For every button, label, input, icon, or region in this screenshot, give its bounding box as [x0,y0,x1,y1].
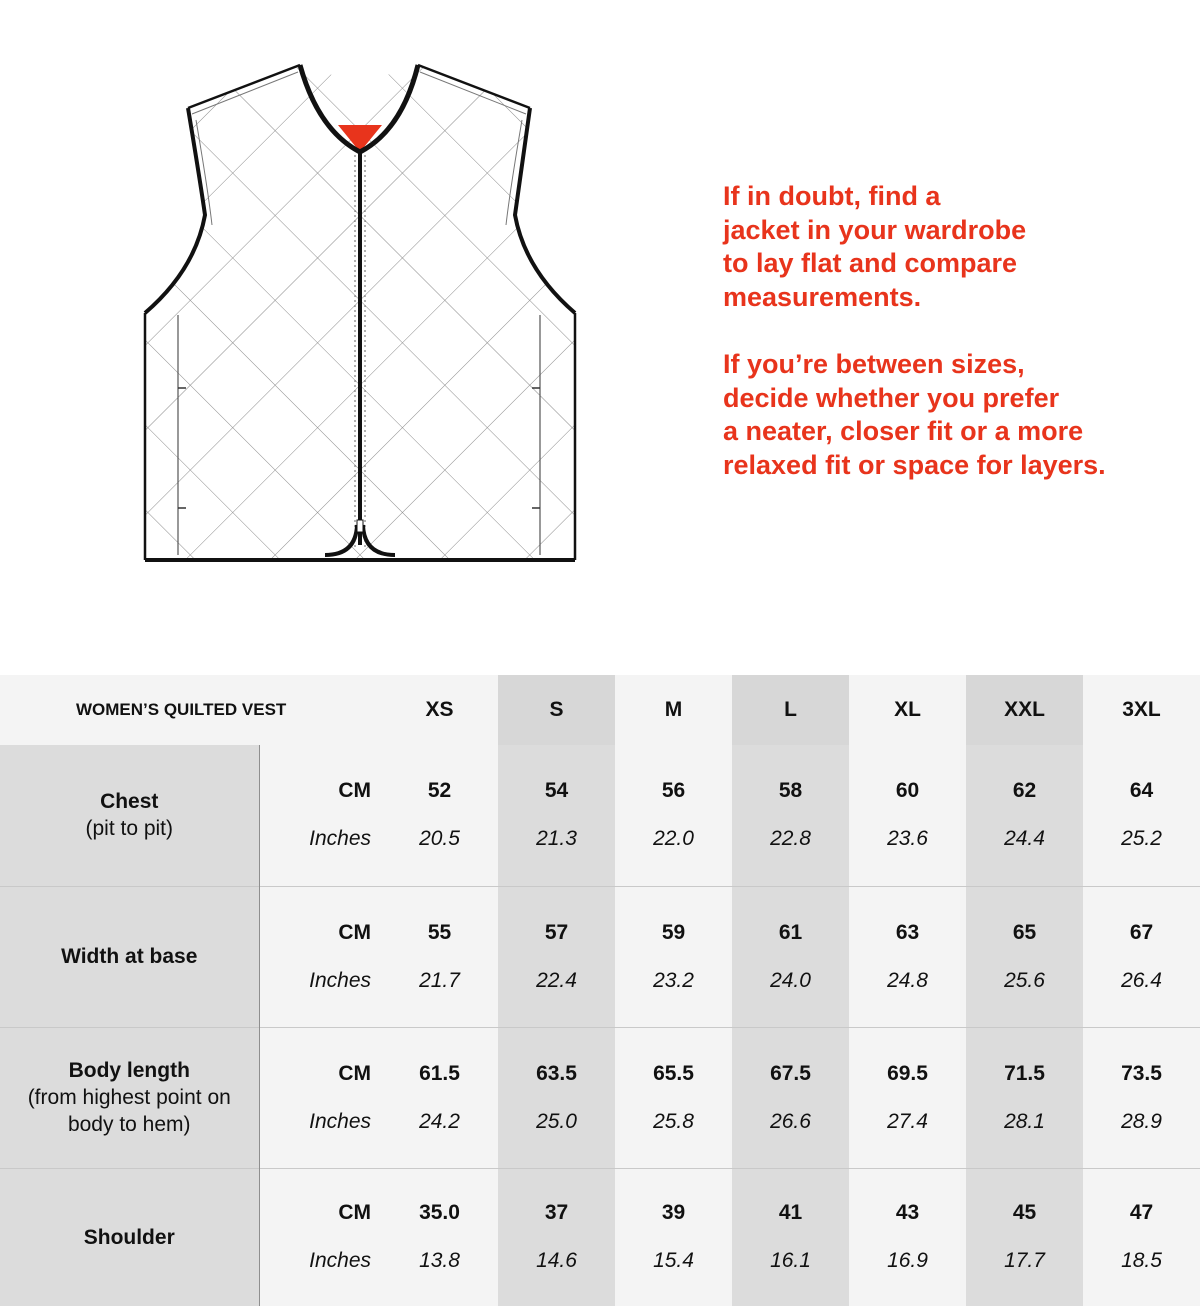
value-cm: 57 [544,920,569,944]
size-value-cell [615,1027,732,1168]
measurement-row-width-at-base [0,886,1200,1027]
size-value-cell [732,1168,849,1306]
size-header-l: L [732,675,849,745]
measurement-row-body-length [0,1027,1200,1168]
value-inches: 21.7 [419,968,460,992]
value-cm: 54 [544,779,569,803]
value-cm: 71.5 [1004,1061,1045,1085]
size-header-s: S [498,675,615,745]
measurement-row-chest [0,745,1200,886]
size-value-cell [1083,745,1200,886]
value-inches: 24.4 [1004,827,1045,851]
value-inches: 23.6 [887,827,928,851]
size-value-cell [615,1168,732,1306]
value-cm: 67.5 [770,1061,811,1085]
value-cm: 35.0 [419,1201,460,1225]
value-inches: 16.1 [770,1249,811,1273]
size-header-xxl: XXL [966,675,1083,745]
size-value-cell [1083,886,1200,1027]
value-inches: 25.6 [1004,968,1045,992]
size-value-cell [849,886,966,1027]
value-cm: 65 [1012,920,1037,944]
measurement-description: (from highest point on body to hem) [27,1086,231,1136]
value-cm: 63 [895,920,920,944]
unit-cm-label: CM [338,1061,371,1085]
unit-cm-label: CM [338,1201,371,1225]
size-value-cell [381,1168,498,1306]
value-inches: 26.6 [770,1109,811,1133]
size-value-cell [966,1168,1083,1306]
measurement-name: Chest [100,790,159,814]
value-cm: 61.5 [419,1061,460,1085]
value-cm: 45 [1012,1201,1037,1225]
unit-inches-label: Inches [309,1249,371,1273]
advice-paragraph-1: If in doubt, find a jacket in your wardrobe to lay flat and compare measurements. [723,181,1027,312]
value-inches: 14.6 [536,1249,577,1273]
unit-labels [259,1168,381,1306]
value-inches: 16.9 [887,1249,928,1273]
size-value-cell [498,1027,615,1168]
size-header-xs: XS [381,675,498,745]
value-inches: 22.8 [770,827,811,851]
unit-cm-label: CM [338,779,371,803]
value-inches: 24.0 [770,968,811,992]
measurement-description: (pit to pit) [85,817,174,841]
unit-cm-label: CM [338,920,371,944]
value-inches: 25.0 [536,1109,577,1133]
unit-labels [259,745,381,886]
unit-inches-label: Inches [309,968,371,992]
size-value-cell [732,745,849,886]
size-value-cell [732,1027,849,1168]
value-inches: 22.4 [536,968,577,992]
measurement-label [0,745,259,886]
size-header-row [0,675,1200,745]
value-inches: 26.4 [1121,968,1162,992]
size-value-cell [966,886,1083,1027]
value-cm: 47 [1129,1201,1154,1225]
value-cm: 55 [427,920,452,944]
size-value-cell [966,1027,1083,1168]
value-cm: 41 [778,1201,803,1225]
value-inches: 25.8 [653,1109,694,1133]
size-header-xl: XL [849,675,966,745]
advice-paragraph-2: If you’re between sizes, decide whether you prefer a neater, closer fit or a more relaxed fit or space for layers. [723,349,1106,480]
value-inches: 20.5 [419,827,460,851]
value-cm: 64 [1129,779,1154,803]
value-cm: 73.5 [1121,1061,1162,1085]
size-value-cell [849,1168,966,1306]
size-header-3xl: 3XL [1083,675,1200,745]
unit-inches-label: Inches [309,1109,371,1133]
measurement-label [0,886,259,1027]
sizing-advice [723,180,1183,516]
value-cm: 63.5 [536,1061,577,1085]
value-cm: 56 [661,779,686,803]
size-value-cell [1083,1027,1200,1168]
measurement-label [0,1168,259,1306]
unit-labels [259,1027,381,1168]
vest-illustration [140,55,580,570]
measurement-name: Body length [68,1059,190,1082]
value-inches: 13.8 [419,1249,460,1273]
value-inches: 15.4 [653,1249,694,1273]
size-value-cell [966,745,1083,886]
value-cm: 37 [544,1201,569,1225]
unit-labels [259,886,381,1027]
size-chart-table [0,675,1200,1306]
value-inches: 23.2 [653,968,694,992]
size-value-cell [498,745,615,886]
size-value-cell [381,1027,498,1168]
value-inches: 28.9 [1121,1109,1162,1133]
measurement-row-shoulder [0,1168,1200,1306]
table-title: WOMEN’S QUILTED VEST [0,675,381,745]
size-header-m: M [615,675,732,745]
unit-inches-label: Inches [309,827,371,851]
size-value-cell [849,1027,966,1168]
value-cm: 65.5 [653,1061,694,1085]
value-inches: 18.5 [1121,1249,1162,1273]
value-cm: 60 [895,779,920,803]
value-cm: 59 [661,920,686,944]
size-value-cell [849,745,966,886]
value-cm: 61 [778,920,803,944]
value-cm: 39 [661,1201,686,1225]
size-value-cell [381,886,498,1027]
value-inches: 25.2 [1121,827,1162,851]
value-inches: 22.0 [653,827,694,851]
measurement-label [0,1027,259,1168]
value-inches: 17.7 [1004,1249,1045,1273]
value-inches: 28.1 [1004,1109,1045,1133]
value-inches: 24.8 [887,968,928,992]
value-cm: 43 [895,1201,920,1225]
value-inches: 21.3 [536,827,577,851]
size-value-cell [381,745,498,886]
value-cm: 67 [1129,920,1154,944]
value-cm: 69.5 [887,1061,928,1085]
value-inches: 24.2 [419,1109,460,1133]
value-cm: 62 [1012,779,1037,803]
size-value-cell [615,886,732,1027]
value-inches: 27.4 [887,1109,928,1133]
size-value-cell [498,1168,615,1306]
value-cm: 52 [427,779,452,803]
size-value-cell [732,886,849,1027]
measurement-name: Width at base [61,945,198,968]
size-value-cell [1083,1168,1200,1306]
size-value-cell [615,745,732,886]
measurement-name: Shoulder [83,1225,175,1249]
size-value-cell [498,886,615,1027]
value-cm: 58 [778,779,803,803]
